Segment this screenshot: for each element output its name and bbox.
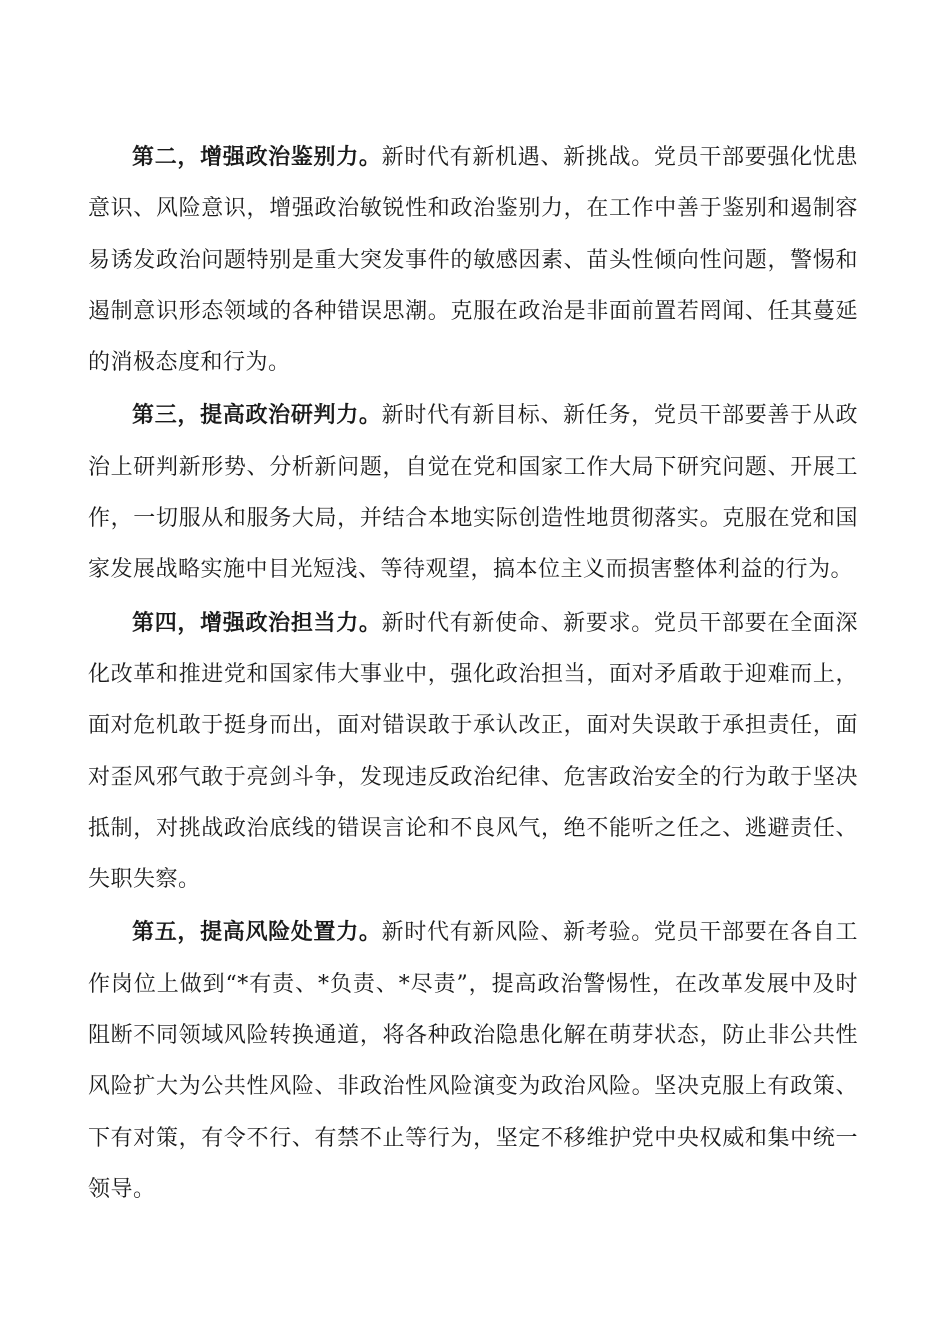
paragraph-heading: 第四，增强政治担当力。 — [132, 610, 382, 636]
paragraph-risk-handling — [88, 907, 858, 1215]
paragraph-body: 新时代有新目标、新任务，党员干部要善于从政治上研判新形势、分析新问题，自觉在党和国家工作大局下研究问题、开展工作，一切服从和服务大局，并结合本地实际创造性地贯彻落实。克服在党和国家发展战略实施中目光短浅、等待观望，搞本位主义而损害整体利益的行为。 — [88, 403, 858, 583]
paragraph-heading: 第二，增强政治鉴别力。 — [132, 145, 382, 170]
paragraph-body: 新时代有新风险、新考验。党员干部要在各自工作岗位上做到“*有责、*负责、*尽责”，提高政治警惕性，在改革发展中及时阻断不同领域风险转换通道，将各种政治隐患化解在萌芽状态，防止非公共性风险扩大为公共性风险、非政治性风险演变为政治风险。坚决克服上有政策、下有对策，有令不行、有禁不止等行为，坚定不移维护党中央权威和集中统一领导。 — [88, 920, 858, 1202]
paragraph-political-judgment — [88, 390, 858, 595]
paragraph-heading: 第五，提高风险处置力。 — [132, 920, 382, 946]
document-page — [88, 132, 858, 1215]
paragraph-political-responsibility — [88, 598, 858, 906]
paragraph-political-discernment — [88, 132, 858, 388]
paragraph-body: 新时代有新机遇、新挑战。党员干部要强化忧患意识、风险意识，增强政治敏锐性和政治鉴别力，在工作中善于鉴别和遏制容易诱发政治问题特别是重大突发事件的敏感因素、苗头性倾向性问题，警惕和遏制意识形态领域的各种错误思潮。克服在政治是非面前置若罔闻、任其蔓延的消极态度和行为。 — [88, 145, 858, 376]
paragraph-heading: 第三，提高政治研判力。 — [132, 403, 382, 429]
paragraph-body: 新时代有新使命、新要求。党员干部要在全面深化改革和推进党和国家伟大事业中，强化政治担当，面对矛盾敢于迎难而上，面对危机敢于挺身而出，面对错误敢于承认改正，面对失误敢于承担责任，面对歪风邪气敢于亮剑斗争，发现违反政治纪律、危害政治安全的行为敢于坚决抵制，对挑战政治底线的错误言论和不良风气，绝不能听之任之、逃避责任、失职失察。 — [88, 610, 858, 893]
